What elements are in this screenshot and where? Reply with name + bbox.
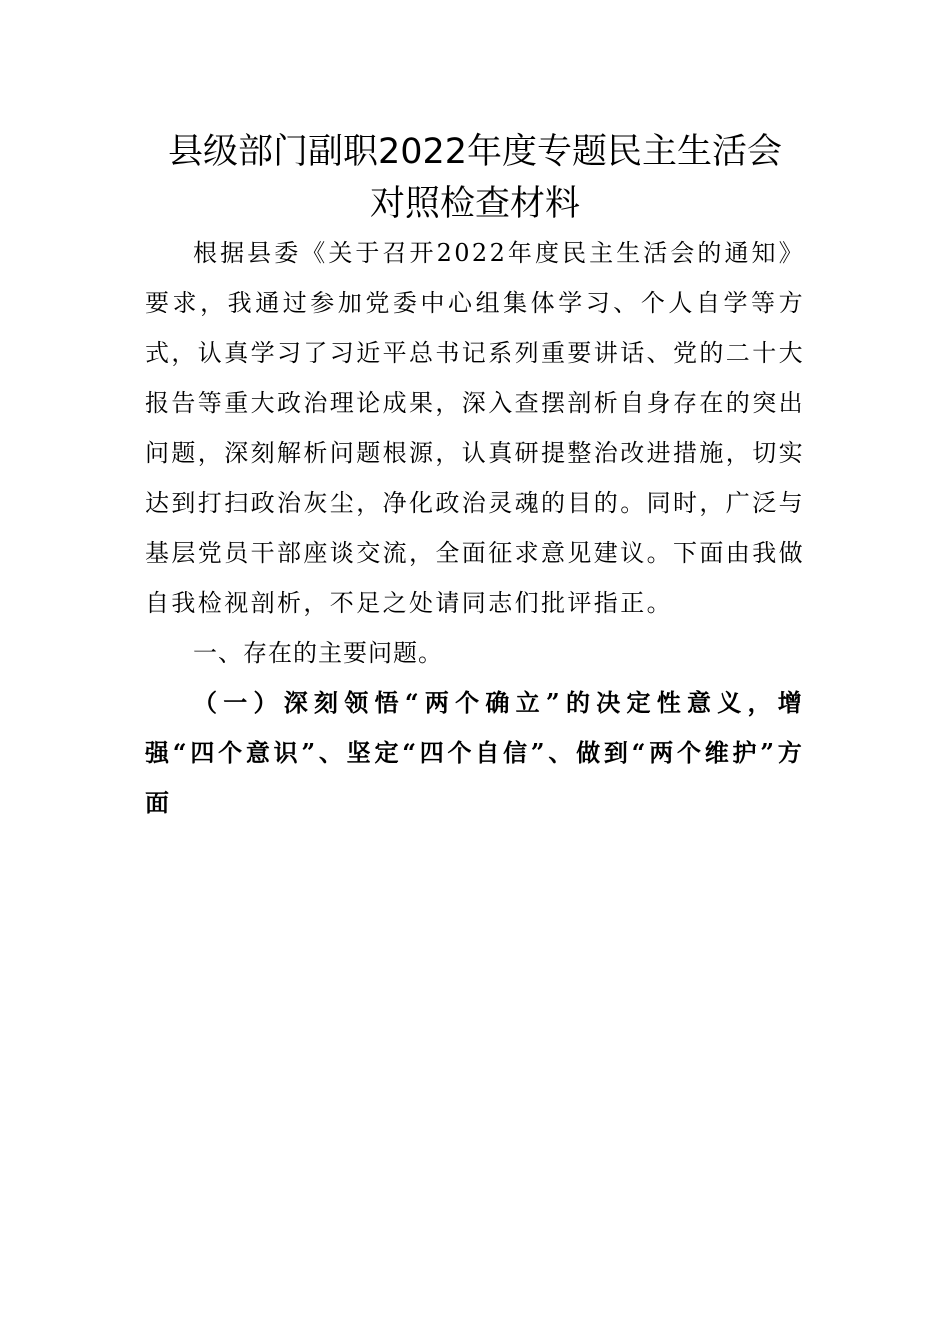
section-heading: 一、存在的主要问题。 — [193, 639, 443, 667]
document-title-line-2: 对照检查材料 — [369, 184, 580, 224]
subsection-heading: （一）深刻领悟“两个确立”的决定性意义，增强“四个意识”、坚定“四个自信”、做到“两个维护”方面 — [145, 688, 805, 817]
intro-paragraph: 根据县委《关于召开2022年度民主生活会的通知》要求，我通过参加党委中心组集体学习、个人自学等方式，认真学习了习近平总书记系列重要讲话、党的二十大报告等重大政治理论成果，深入查摆剖析自身存在的突出问题，深刻解析问题根源，认真研提整治改进措施，切实达到打扫政治灰尘，净化政治灵魂的目的。同时，广泛与基层党员干部座谈交流，全面征求意见建议。下面由我做自我检视剖析，不足之处请同志们批评指正。 — [145, 239, 805, 617]
document-title-line-1: 县级部门副职2022年度专题民主生活会 — [167, 132, 783, 172]
